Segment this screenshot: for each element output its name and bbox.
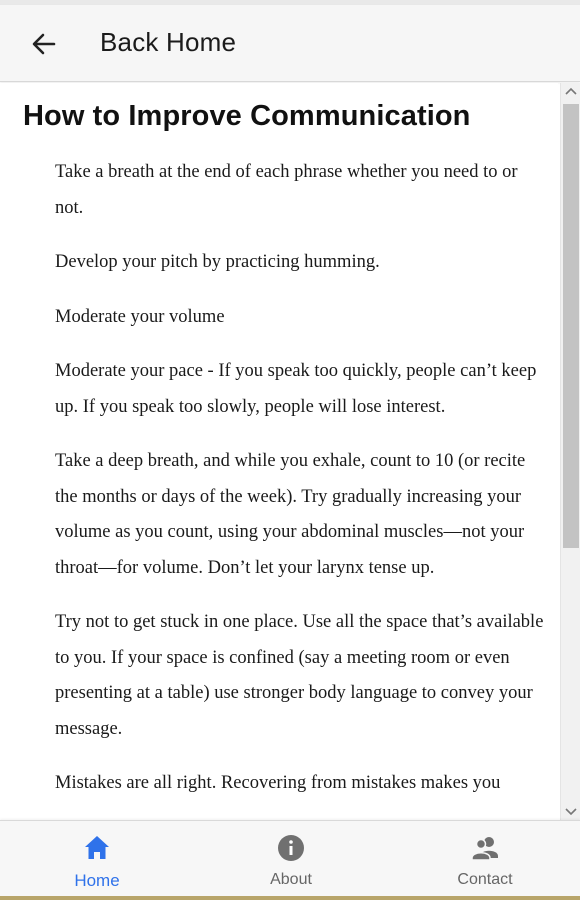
home-icon <box>82 833 112 863</box>
nav-home[interactable] <box>37 821 157 897</box>
article-paragraph: Develop your pitch by practicing humming. <box>55 252 380 272</box>
page-title: How to Improve Communication <box>23 100 471 132</box>
bottom-navigation <box>0 820 580 896</box>
article-paragraph: Try not to get stuck in one place. Use all the space that’s available to you. If your space is confined (say a meeting room or even presenting at a table) use stronger body language to convey your message. <box>55 612 544 739</box>
article-paragraph: Moderate your pace - If you speak too quickly, people can’t keep up. If you speak too slowly, people will lose interest. <box>55 361 537 417</box>
arrow-left-icon[interactable] <box>28 28 60 60</box>
nav-contact-label: Contact <box>457 871 513 888</box>
nav-about-label: About <box>270 871 312 888</box>
vertical-scrollbar[interactable] <box>560 83 580 820</box>
info-icon <box>276 833 306 863</box>
nav-contact[interactable] <box>425 821 545 897</box>
nav-about[interactable] <box>231 821 351 897</box>
scrollbar-thumb[interactable] <box>563 104 579 548</box>
scroll-down-arrow-icon[interactable] <box>561 802 580 820</box>
back-home-link[interactable]: Back Home <box>100 27 237 57</box>
nav-home-label: Home <box>74 871 120 890</box>
article-paragraph: Take a deep breath, and while you exhale, count to 10 (or recite the months or days of the week). Try gradually increasing your volume as you count, using your abdominal muscles—not your throat—for volume. Don’t let your larynx tense up. <box>55 451 526 578</box>
article-paragraph: Take a breath at the end of each phrase whether you need to or not. <box>55 162 518 218</box>
article-paragraph: Moderate your volume <box>55 306 225 327</box>
scroll-up-arrow-icon[interactable] <box>561 83 580 101</box>
contacts-icon <box>470 833 500 863</box>
article-scroll-area[interactable] <box>0 83 558 820</box>
article-paragraph: Mistakes are all right. Recovering from mistakes makes you <box>55 773 501 793</box>
bottom-edge-bar <box>0 896 580 900</box>
app-bar <box>0 5 580 82</box>
article-body <box>55 155 545 820</box>
